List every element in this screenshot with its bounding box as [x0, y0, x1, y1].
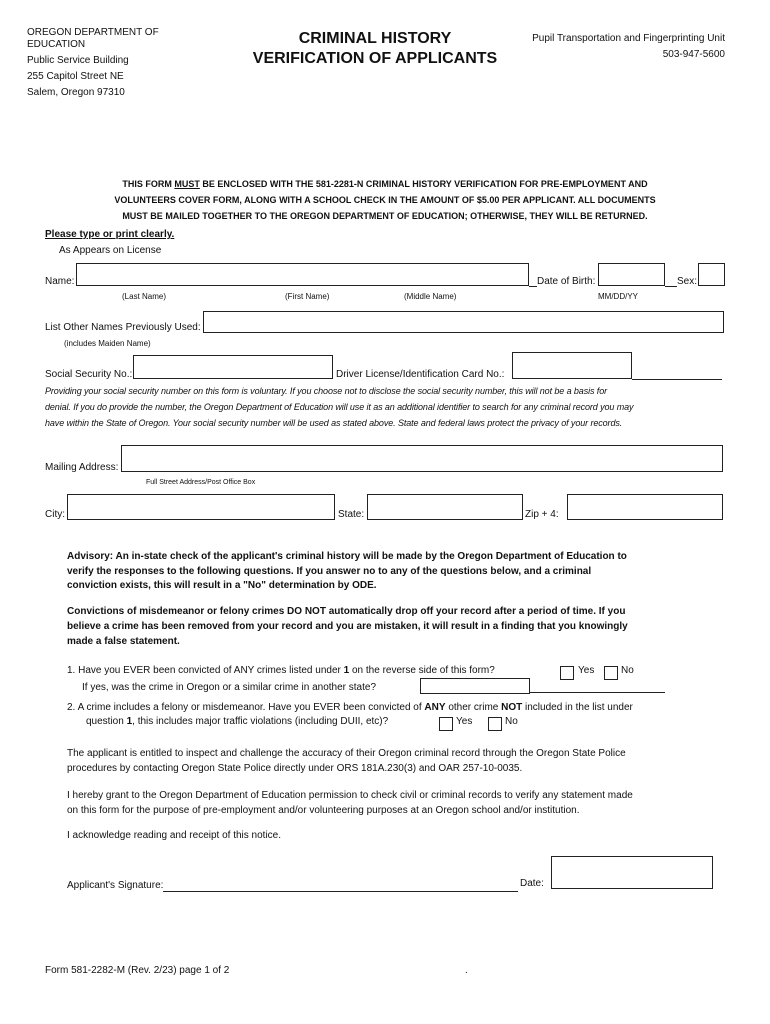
agency-name-line2: EDUCATION [27, 39, 86, 50]
q2-emphasis-any: ANY [424, 702, 446, 713]
license-underline [632, 379, 722, 380]
title-line2: VERIFICATION OF APPLICANTS [252, 50, 498, 67]
notice-line2: VOLUNTEERS COVER FORM, ALONG WITH A SCHOOL CHECK IN THE AMOUNT OF $5.00 PER APPLICANT. ALL DOCUMENTS [114, 195, 656, 205]
agency-block [27, 27, 159, 51]
q2-no-checkbox[interactable] [488, 717, 502, 731]
state-label: State: [338, 509, 365, 520]
q2-text: , this includes major traffic violations (including DUII, etc)? [132, 716, 389, 727]
q2-emphasis-not: NOT [501, 702, 523, 713]
notice-must: MUST [174, 179, 200, 189]
question-2-line2 [86, 716, 388, 727]
last-name-hint: (Last Name) [122, 292, 167, 301]
advisory-line2: verify the responses to the following questions. If you answer no to any of the questions below, and a criminal [67, 565, 592, 577]
q2-text: other crime [445, 702, 502, 713]
dob-format-hint: MM/DD/YY [598, 292, 638, 301]
unit-phone: 503-947-5600 [662, 49, 725, 60]
unit-name: Pupil Transportation and Fingerprinting Unit [532, 33, 725, 44]
other-names-input[interactable] [203, 311, 724, 333]
footer-dot: . [465, 965, 468, 976]
name-underline [529, 286, 537, 287]
license-input[interactable] [512, 352, 632, 379]
address-line3: Salem, Oregon 97310 [27, 87, 125, 98]
other-names-label: List Other Names Previously Used: [45, 322, 201, 333]
name-label: Name: [45, 276, 75, 287]
maiden-name-hint: (includes Maiden Name) [64, 339, 151, 348]
q1-number: 1 [343, 665, 350, 676]
q2-text: 2. A crime includes a felony or misdemeanor. Have you EVER been convicted of [67, 702, 425, 713]
question-1 [67, 665, 495, 676]
q1-yes-checkbox[interactable] [560, 666, 574, 680]
rights-line1: The applicant is entitled to inspect and challenge the accuracy of their Oregon criminal record through the Oregon State Police [67, 748, 626, 759]
notice-line3: MUST BE MAILED TOGETHER TO THE OREGON DEPARTMENT OF EDUCATION; OTHERWISE, THEY WILL BE RETURNED. [122, 211, 648, 221]
ssn-privacy-notice [45, 383, 735, 431]
q2-yes-label: Yes [456, 716, 473, 727]
notice-text: THIS FORM [122, 179, 175, 189]
mailing-address-input[interactable] [121, 445, 723, 472]
dob-input[interactable] [598, 263, 665, 286]
q1-text: on the reverse side of this form? [349, 665, 495, 676]
city-label: City: [45, 509, 65, 520]
signature-line[interactable] [163, 891, 518, 892]
page-title [230, 29, 520, 69]
mailing-address-label: Mailing Address: [45, 462, 119, 473]
address-line2: 255 Capitol Street NE [27, 71, 124, 82]
zip-input[interactable] [567, 494, 723, 520]
q1-followup-underline [530, 692, 665, 693]
question-2 [67, 702, 633, 713]
sex-input[interactable] [698, 263, 725, 286]
rights-line2: procedures by contacting Oregon State Police directly under ORS 181A.230(3) and OAR 257-10-0035. [67, 763, 523, 774]
signature-date-input[interactable] [551, 856, 713, 889]
q2-yes-checkbox[interactable] [439, 717, 453, 731]
convictions-line3: made a false statement. [67, 636, 180, 647]
date-label: Date: [520, 878, 544, 889]
ssn-notice-line2: denial. If you do provide the number, the Oregon Department of Education will use it as an additional identifier to search for any criminal record you may [45, 402, 634, 412]
permission-line1: I hereby grant to the Oregon Department of Education permission to check civil or criminal records to verify any statement made [67, 790, 633, 801]
advisory-line3: conviction exists, this will result in a "No" determination by ODE. [67, 580, 377, 591]
advisory-line1: Advisory: An in-state check of the applicant's criminal history will be made by the Oregon Department of Education to [67, 551, 627, 562]
q2-text: question [86, 716, 127, 727]
form-id: Form 581-2282-M (Rev. 2/23) page 1 of 2 [45, 965, 230, 976]
first-name-hint: (First Name) [285, 292, 330, 301]
as-appears-note: As Appears on License [59, 245, 162, 256]
permission-line2: on this form for the purpose of pre-employment and/or volunteering purposes at an Oregon school and/or institution. [67, 805, 580, 816]
question-1-followup: If yes, was the crime in Oregon or a similar crime in another state? [82, 682, 377, 693]
unit-block [532, 31, 725, 63]
convictions-paragraph [67, 604, 727, 649]
q2-no-label: No [505, 716, 518, 727]
q2-text: included in the list under [522, 702, 633, 713]
ssn-notice-line1: Providing your social security number on this form is voluntary. If you choose not to disclose the social security number, this will not be a basis for [45, 386, 607, 396]
permission-paragraph [67, 788, 737, 818]
title-line1: CRIMINAL HISTORY [298, 30, 452, 47]
convictions-line2: believe a crime has been removed from your record and you are mistaken, it will result in a finding that you knowingly [67, 621, 628, 632]
signature-label: Applicant's Signature: [67, 880, 164, 891]
dob-underline [665, 286, 677, 287]
address-line1: Public Service Building [27, 55, 129, 66]
ssn-label: Social Security No.: [45, 369, 133, 380]
ssn-notice-line3: have within the State of Oregon. Your social security number will be used as stated above. State and federal laws protect the privacy of your records. [45, 418, 623, 428]
q1-no-checkbox[interactable] [604, 666, 618, 680]
state-input[interactable] [367, 494, 523, 520]
agency-address [27, 53, 129, 101]
q1-no-label: No [621, 665, 634, 676]
type-print-instruction: Please type or print clearly. [45, 229, 175, 240]
middle-name-hint: (Middle Name) [404, 292, 457, 301]
q1-yes-label: Yes [578, 665, 595, 676]
convictions-line1: Convictions of misdemeanor or felony crimes DO NOT automatically drop off your record after a period of time. If you [67, 606, 626, 617]
street-hint: Full Street Address/Post Office Box [146, 479, 256, 486]
notice-text: BE ENCLOSED WITH THE 581-2281-N CRIMINAL HISTORY VERIFICATION FOR PRE-EMPLOYMENT AND [199, 179, 648, 189]
city-input[interactable] [67, 494, 335, 520]
rights-paragraph [67, 746, 737, 776]
q1-followup-input[interactable] [420, 678, 530, 694]
dob-label: Date of Birth: [537, 276, 596, 287]
agency-name-line1: OREGON DEPARTMENT OF [27, 27, 159, 38]
enclosure-notice [40, 176, 730, 224]
acknowledgement: I acknowledge reading and receipt of this notice. [67, 830, 282, 841]
name-input[interactable] [76, 263, 529, 286]
license-label: Driver License/Identification Card No.: [336, 369, 505, 380]
q1-text: 1. Have you EVER been convicted of ANY crimes listed under [67, 665, 344, 676]
zip-label: Zip + 4: [525, 509, 559, 520]
sex-label: Sex: [677, 276, 698, 287]
advisory-paragraph [67, 550, 727, 594]
ssn-input[interactable] [133, 355, 333, 379]
q2-number: 1 [126, 716, 133, 727]
